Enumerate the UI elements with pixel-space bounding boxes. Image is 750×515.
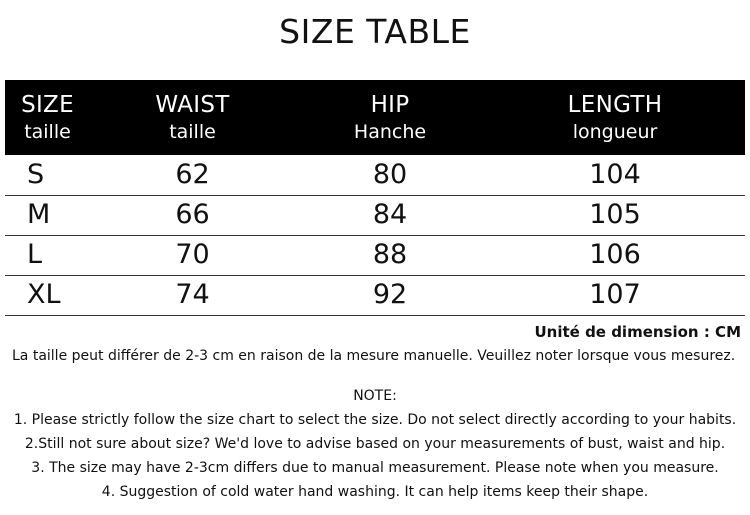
waist-cell: 70 bbox=[175, 239, 210, 270]
length-cell: 107 bbox=[589, 279, 641, 310]
header-waist-label: WAIST bbox=[155, 91, 230, 118]
size-cell: XL bbox=[27, 279, 61, 310]
length-cell: 104 bbox=[589, 158, 641, 190]
header-waist bbox=[90, 80, 295, 155]
waist-cell: 62 bbox=[175, 158, 210, 190]
hip-cell: 84 bbox=[372, 199, 408, 230]
hip-cell: 92 bbox=[372, 279, 408, 310]
header-hip-sublabel: Hanche bbox=[353, 120, 427, 143]
table-row bbox=[5, 235, 745, 275]
hip-cell: 80 bbox=[372, 158, 408, 190]
header-hip-label: HIP bbox=[370, 91, 410, 118]
header-hip bbox=[295, 80, 485, 155]
table-row bbox=[5, 195, 745, 235]
header-row bbox=[5, 80, 745, 155]
page-title: SIZE TABLE bbox=[279, 12, 471, 51]
header-length-label: LENGTH bbox=[567, 91, 663, 118]
measurement-disclaimer: La taille peut différer de 2-3 cm en raison de la mesure manuelle. Veuillez noter lorsque vous mesurez. bbox=[12, 348, 736, 364]
note-heading: NOTE: bbox=[353, 388, 397, 404]
table-row bbox=[5, 155, 745, 195]
size-table bbox=[5, 80, 745, 316]
table-row bbox=[5, 275, 745, 315]
size-cell: M bbox=[27, 199, 51, 230]
table-body bbox=[5, 155, 745, 315]
header-length bbox=[485, 80, 745, 155]
notes-section bbox=[0, 384, 750, 504]
header-size bbox=[5, 80, 90, 155]
size-cell: L bbox=[27, 239, 43, 270]
note-item: 4. Suggestion of cold water hand washing. It can help items keep their shape. bbox=[101, 484, 649, 500]
header-size-sublabel: taille bbox=[24, 120, 71, 143]
note-item: 3. The size may have 2-3cm differs due to manual measurement. Please note when you measure. bbox=[31, 460, 719, 476]
length-cell: 105 bbox=[589, 199, 641, 230]
header-size-label: SIZE bbox=[21, 91, 74, 118]
waist-cell: 66 bbox=[175, 199, 210, 230]
header-waist-sublabel: taille bbox=[169, 120, 216, 143]
size-cell: S bbox=[27, 158, 45, 190]
hip-cell: 88 bbox=[372, 239, 408, 270]
table-header bbox=[5, 80, 745, 155]
note-item: 2.Still not sure about size? We'd love to advise based on your measurements of bust, waist and hip. bbox=[24, 436, 726, 452]
header-length-sublabel: longueur bbox=[572, 120, 658, 143]
length-cell: 106 bbox=[589, 239, 641, 270]
waist-cell: 74 bbox=[175, 279, 210, 310]
unit-label: Unité de dimension : CM bbox=[534, 323, 741, 341]
note-item: 1. Please strictly follow the size chart to select the size. Do not select directly according to your habits. bbox=[13, 412, 737, 428]
